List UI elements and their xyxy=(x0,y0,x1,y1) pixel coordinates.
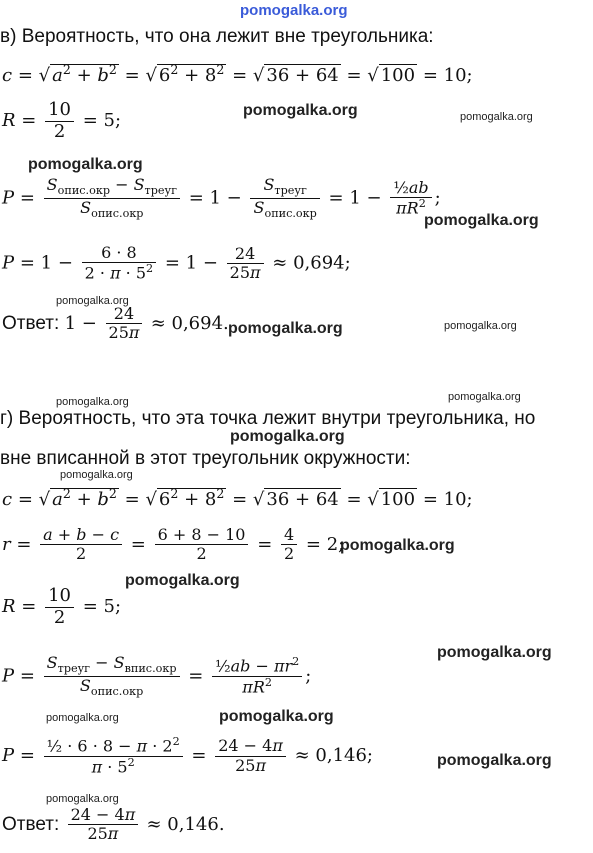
part-g-p1: P = $\frac{S_{треуг} - S_{впис.окр}}{S_{опис.окр}}$ = $\frac{\frac{1}{2}ab - \pi r^2}{\pi R^2}$ ; xyxy=(2,653,312,699)
part-g-title-2: вне вписанной в этот треугольник окружности: xyxy=(0,448,411,469)
answer-label: Ответ: xyxy=(2,312,60,334)
part-v-p1: P = $\frac{S_{опис.окр} - S_{треуг}}{S_{опис.окр}}$ = 1 − $\frac{S_{треуг}}{S_{опис.окр}}$ = 1 − $\frac{\text{½ab}}{\pi R^2}$ ; xyxy=(2,175,441,221)
watermark: pomogalka.org xyxy=(448,391,521,403)
part-g-r-big: R = $\frac{10}{2}$ = 5; xyxy=(2,585,122,628)
answer-value: ≈ 0,694. xyxy=(150,312,229,334)
watermark: pomogalka.org xyxy=(460,111,533,123)
watermark: pomogalka.org xyxy=(424,212,539,229)
part-v-answer: Ответ: 1 − $\frac{24}{25\pi}$ ≈ 0,694. xyxy=(2,304,229,343)
answer-label: Ответ: xyxy=(2,813,60,835)
watermark: pomogalka.org xyxy=(60,469,133,481)
watermark: pomogalka.org xyxy=(28,156,143,173)
watermark-top: pomogalka.org xyxy=(240,2,348,19)
watermark: pomogalka.org xyxy=(219,708,334,725)
part-v-title: в) Вероятность, что она лежит вне треугольника: xyxy=(0,26,434,47)
part-v-c-line: c = √ $a^2 + b^2$ = √ $6^2 + 8^2$ = √ 36 + 64 = √ 100 = 10; xyxy=(2,62,473,86)
part-v-r-line: R = $\frac{10}{2}$ = 5; xyxy=(2,99,122,142)
watermark: pomogalka.org xyxy=(228,320,343,337)
watermark: pomogalka.org xyxy=(444,320,517,332)
watermark: pomogalka.org xyxy=(46,793,119,805)
part-g-answer: Ответ: $\frac{24 - 4\pi}{25\pi}$ ≈ 0,146. xyxy=(2,805,225,844)
part-g-title-1: г) Вероятность, что эта точка лежит внутри треугольника, но xyxy=(0,408,536,429)
part-v-p2: P = 1 − $\frac{6 \cdot 8}{2 \cdot \pi \cdot 5^2}$ = 1 − $\frac{24}{25\pi}$ ≈ 0,694; xyxy=(2,243,351,283)
watermark: pomogalka.org xyxy=(56,396,129,408)
watermark: pomogalka.org xyxy=(56,295,129,307)
watermark: pomogalka.org xyxy=(340,537,455,554)
watermark: pomogalka.org xyxy=(125,572,240,589)
watermark: pomogalka.org xyxy=(243,102,358,119)
part-g-c-line: c = √ $a^2 + b^2$ = √ $6^2 + 8^2$ = √ 36 + 64 = √ 100 = 10; xyxy=(2,486,473,510)
watermark: pomogalka.org xyxy=(437,644,552,661)
watermark: pomogalka.org xyxy=(46,712,119,724)
watermark: pomogalka.org xyxy=(437,752,552,769)
watermark: pomogalka.org xyxy=(230,428,345,445)
answer-value: ≈ 0,146. xyxy=(146,813,225,835)
part-g-r-small: r = $\frac{a + b - c}{2}$ = $\frac{6 + 8 - 10}{2}$ = $\frac{4}{2}$ = 2; xyxy=(2,525,345,564)
part-g-p2: P = $\frac{\frac{1}{2} \cdot 6 \cdot 8 - \pi \cdot 2^2}{\pi \cdot 5^2}$ = $\frac{24 - 4\pi}{25\pi}$ ≈ 0,146; xyxy=(2,735,373,777)
